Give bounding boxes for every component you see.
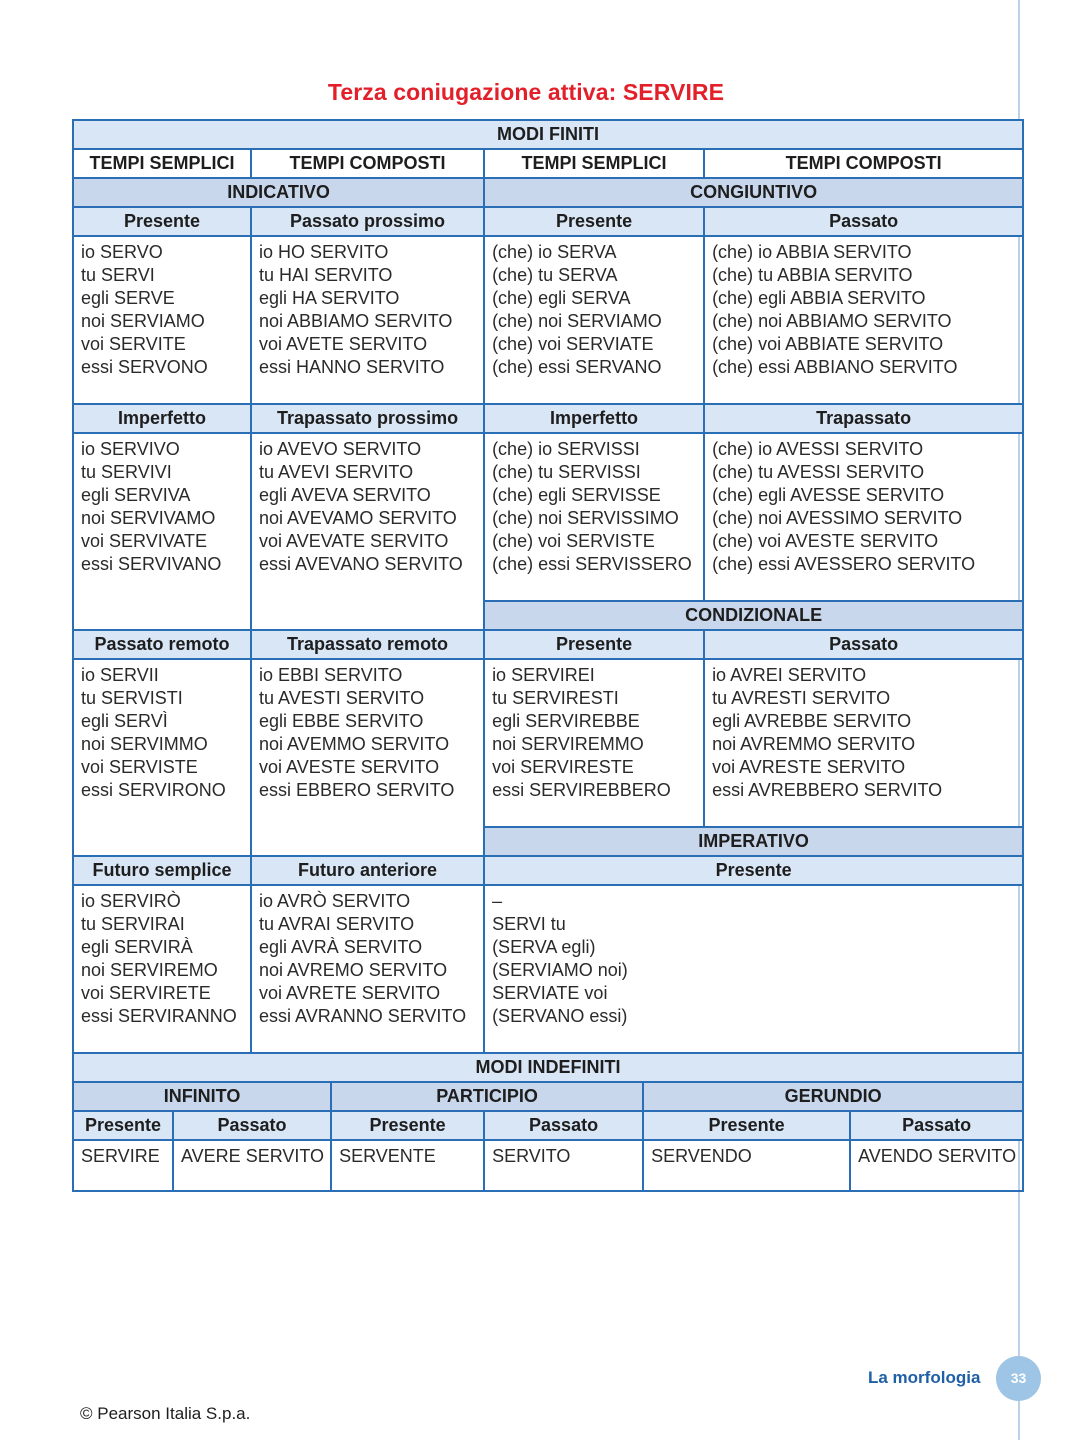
verb-form: voi SERVIVATE: [81, 531, 208, 551]
forms-cong-passato: [704, 236, 1023, 404]
verb-form: tu AVEVI SERVITO: [259, 462, 414, 482]
tense-label: Presente: [484, 856, 1023, 885]
verb-form: essi EBBERO SERVITO: [259, 780, 455, 800]
verb-form: (che) io ABBIA SERVITO: [712, 242, 912, 262]
verb-form: noi AVREMO SERVITO: [259, 960, 448, 980]
forms-ind-trapassato-remoto: [251, 659, 484, 856]
indef-value: [643, 1140, 850, 1191]
verb-form: egli EBBE SERVITO: [259, 711, 424, 731]
indef-value: [331, 1140, 484, 1191]
forms-cong-imperfetto: [484, 433, 704, 601]
section-name: La morfologia: [868, 1368, 981, 1387]
verb-form: tu AVRESTI SERVITO: [712, 688, 891, 708]
verb-form: egli AVEVA SERVITO: [259, 485, 431, 505]
page-title: Terza coniugazione attiva: SERVIRE: [327, 79, 725, 105]
verb-form: essi AVREBBERO SERVITO: [712, 780, 943, 800]
tense-label: Trapassato remoto: [251, 630, 484, 659]
tempi-semplici-header-1: TEMPI SEMPLICI: [73, 149, 251, 178]
verb-form: SERVENDO: [651, 1146, 752, 1166]
indicativo-header: INDICATIVO: [73, 178, 484, 207]
verb-form: tu AVRAI SERVITO: [259, 914, 415, 934]
verb-form: egli SERVIREBBE: [492, 711, 640, 731]
verb-form: AVERE SERVITO: [181, 1146, 325, 1166]
verb-form: (SERVA egli): [492, 937, 596, 957]
verb-form: (che) tu SERVA: [492, 265, 618, 285]
verb-form: noi SERVIREMO: [81, 960, 218, 980]
verb-form: (che) voi ABBIATE SERVITO: [712, 334, 944, 354]
verb-form: io SERVII: [81, 665, 159, 685]
verb-form: voi AVRESTE SERVITO: [712, 757, 906, 777]
indef-value: [173, 1140, 331, 1191]
verb-form: (che) tu AVESSI SERVITO: [712, 462, 925, 482]
verb-form: SERVIRE: [81, 1146, 160, 1166]
forms-ind-passato-remoto: [73, 659, 251, 856]
verb-form: egli SERVIRÀ: [81, 937, 193, 957]
indef-label: Presente: [331, 1111, 484, 1140]
verb-form: essi HANNO SERVITO: [259, 357, 445, 377]
verb-form: (che) voi AVESTE SERVITO: [712, 531, 939, 551]
verb-form: egli SERVE: [81, 288, 175, 308]
tense-label: Imperfetto: [73, 404, 251, 433]
verb-form: (che) io SERVA: [492, 242, 617, 262]
verb-form: noi SERVIMMO: [81, 734, 208, 754]
verb-form: tu SERVISTI: [81, 688, 183, 708]
forms-cond-presente: [484, 659, 704, 827]
verb-form: (che) tu SERVISSI: [492, 462, 641, 482]
forms-ind-futuro-semplice: [73, 885, 251, 1053]
verb-form: SERVI tu: [492, 914, 566, 934]
imperativo-header: IMPERATIVO: [484, 827, 1023, 856]
gerundio-header: GERUNDIO: [643, 1082, 1023, 1111]
verb-form: voi AVETE SERVITO: [259, 334, 428, 354]
tense-label: Presente: [73, 207, 251, 236]
verb-form: egli SERVÌ: [81, 711, 168, 731]
verb-form: io EBBI SERVITO: [259, 665, 403, 685]
verb-form: (che) egli SERVISSE: [492, 485, 661, 505]
verb-form: noi SERVIREMMO: [492, 734, 644, 754]
indef-value: [850, 1140, 1023, 1191]
verb-form: egli AVREBBE SERVITO: [712, 711, 912, 731]
copyright-notice: © Pearson Italia S.p.a.: [80, 1404, 251, 1423]
verb-form: tu SERVI: [81, 265, 155, 285]
indef-value: [484, 1140, 643, 1191]
verb-form: voi SERVIRETE: [81, 983, 211, 1003]
verb-form: essi SERVIREBBERO: [492, 780, 671, 800]
verb-form: (che) noi ABBIAMO SERVITO: [712, 311, 952, 331]
verb-form: (che) noi AVESSIMO SERVITO: [712, 508, 963, 528]
verb-form: essi SERVIVANO: [81, 554, 222, 574]
tense-label: Passato: [704, 630, 1023, 659]
page-number-badge: 33: [996, 1356, 1041, 1401]
forms-ind-futuro-anteriore: [251, 885, 484, 1053]
verb-form: io AVREI SERVITO: [712, 665, 867, 685]
tempi-composti-header-1: TEMPI COMPOSTI: [251, 149, 484, 178]
verb-form: tu SERVIRESTI: [492, 688, 619, 708]
verb-form: (SERVIAMO noi): [492, 960, 628, 980]
verb-form: voi AVEVATE SERVITO: [259, 531, 449, 551]
verb-form: io SERVIRÒ: [81, 891, 181, 911]
tense-label: Futuro semplice: [73, 856, 251, 885]
verb-form: (che) voi SERVIATE: [492, 334, 654, 354]
verb-form: noi ABBIAMO SERVITO: [259, 311, 453, 331]
conjugation-table: [72, 119, 1024, 1192]
verb-form: io SERVIVO: [81, 439, 180, 459]
verb-form: (che) io SERVISSI: [492, 439, 640, 459]
indef-value: [73, 1140, 173, 1191]
tense-label: Presente: [484, 207, 704, 236]
verb-form: (che) noi SERVISSIMO: [492, 508, 679, 528]
forms-cond-passato: [704, 659, 1023, 827]
forms-cong-presente: [484, 236, 704, 404]
verb-form: SERVENTE: [339, 1146, 436, 1166]
verb-form: essi SERVIRANNO: [81, 1006, 237, 1026]
verb-form: essi SERVONO: [81, 357, 208, 377]
tense-label: Imperfetto: [484, 404, 704, 433]
tense-label: Futuro anteriore: [251, 856, 484, 885]
verb-form: (che) essi SERVANO: [492, 357, 662, 377]
tense-label: Passato: [704, 207, 1023, 236]
forms-ind-presente: [73, 236, 251, 404]
indef-label: Passato: [173, 1111, 331, 1140]
verb-form: (che) essi AVESSERO SERVITO: [712, 554, 976, 574]
verb-form: (che) tu ABBIA SERVITO: [712, 265, 913, 285]
verb-form: (che) essi ABBIANO SERVITO: [712, 357, 958, 377]
verb-form: AVENDO SERVITO: [858, 1146, 1017, 1166]
verb-form: voi SERVITE: [81, 334, 186, 354]
verb-form: essi SERVIRONO: [81, 780, 226, 800]
verb-form: io SERVO: [81, 242, 163, 262]
verb-form: essi AVEVANO SERVITO: [259, 554, 463, 574]
verb-form: SERVITO: [492, 1146, 571, 1166]
verb-form: egli HA SERVITO: [259, 288, 400, 308]
verb-form: noi AVEVAMO SERVITO: [259, 508, 457, 528]
verb-form: noi SERVIAMO: [81, 311, 205, 331]
modi-indefiniti-header: MODI INDEFINITI: [73, 1053, 1023, 1082]
verb-form: –: [492, 891, 503, 911]
verb-form: voi AVRETE SERVITO: [259, 983, 441, 1003]
verb-form: egli AVRÀ SERVITO: [259, 937, 423, 957]
verb-form: (che) egli ABBIA SERVITO: [712, 288, 926, 308]
verb-form: voi SERVIRESTE: [492, 757, 634, 777]
tense-label: Trapassato: [704, 404, 1023, 433]
verb-form: (che) io AVESSI SERVITO: [712, 439, 924, 459]
verb-form: tu HAI SERVITO: [259, 265, 393, 285]
modi-finiti-header: MODI FINITI: [73, 120, 1023, 149]
verb-form: (che) voi SERVISTE: [492, 531, 655, 551]
forms-imp-presente: [484, 885, 1023, 1053]
infinito-header: INFINITO: [73, 1082, 331, 1111]
forms-ind-passato-prossimo: [251, 236, 484, 404]
forms-cong-trapassato: [704, 433, 1023, 601]
indef-label: Presente: [73, 1111, 173, 1140]
verb-form: tu AVESTI SERVITO: [259, 688, 425, 708]
verb-form: tu SERVIVI: [81, 462, 172, 482]
tense-label: Passato remoto: [73, 630, 251, 659]
verb-form: tu SERVIRAI: [81, 914, 185, 934]
verb-form: io AVRÒ SERVITO: [259, 891, 411, 911]
congiuntivo-header: CONGIUNTIVO: [484, 178, 1023, 207]
verb-form: io HO SERVITO: [259, 242, 389, 262]
verb-form: essi AVRANNO SERVITO: [259, 1006, 467, 1026]
verb-form: noi AVREMMO SERVITO: [712, 734, 916, 754]
verb-form: (che) noi SERVIAMO: [492, 311, 662, 331]
verb-form: noi AVEMMO SERVITO: [259, 734, 450, 754]
tempi-semplici-header-2: TEMPI SEMPLICI: [484, 149, 704, 178]
verb-form: (che) egli AVESSE SERVITO: [712, 485, 945, 505]
verb-form: SERVIATE voi: [492, 983, 608, 1003]
verb-form: (che) egli SERVA: [492, 288, 631, 308]
tense-label: Trapassato prossimo: [251, 404, 484, 433]
forms-ind-imperfetto: [73, 433, 251, 630]
verb-form: voi AVESTE SERVITO: [259, 757, 440, 777]
verb-form: io AVEVO SERVITO: [259, 439, 422, 459]
condizionale-header: CONDIZIONALE: [484, 601, 1023, 630]
verb-form: noi SERVIVAMO: [81, 508, 216, 528]
verb-form: (SERVANO essi): [492, 1006, 628, 1026]
indef-label: Presente: [643, 1111, 850, 1140]
verb-form: io SERVIREI: [492, 665, 595, 685]
tempi-composti-header-2: TEMPI COMPOSTI: [704, 149, 1023, 178]
verb-form: egli SERVIVA: [81, 485, 191, 505]
indef-label: Passato: [484, 1111, 643, 1140]
verb-form: voi SERVISTE: [81, 757, 198, 777]
participio-header: PARTICIPIO: [331, 1082, 643, 1111]
forms-ind-trapassato-prossimo: [251, 433, 484, 630]
tense-label: Passato prossimo: [251, 207, 484, 236]
verb-form: (che) essi SERVISSERO: [492, 554, 692, 574]
indef-label: Passato: [850, 1111, 1023, 1140]
tense-label: Presente: [484, 630, 704, 659]
